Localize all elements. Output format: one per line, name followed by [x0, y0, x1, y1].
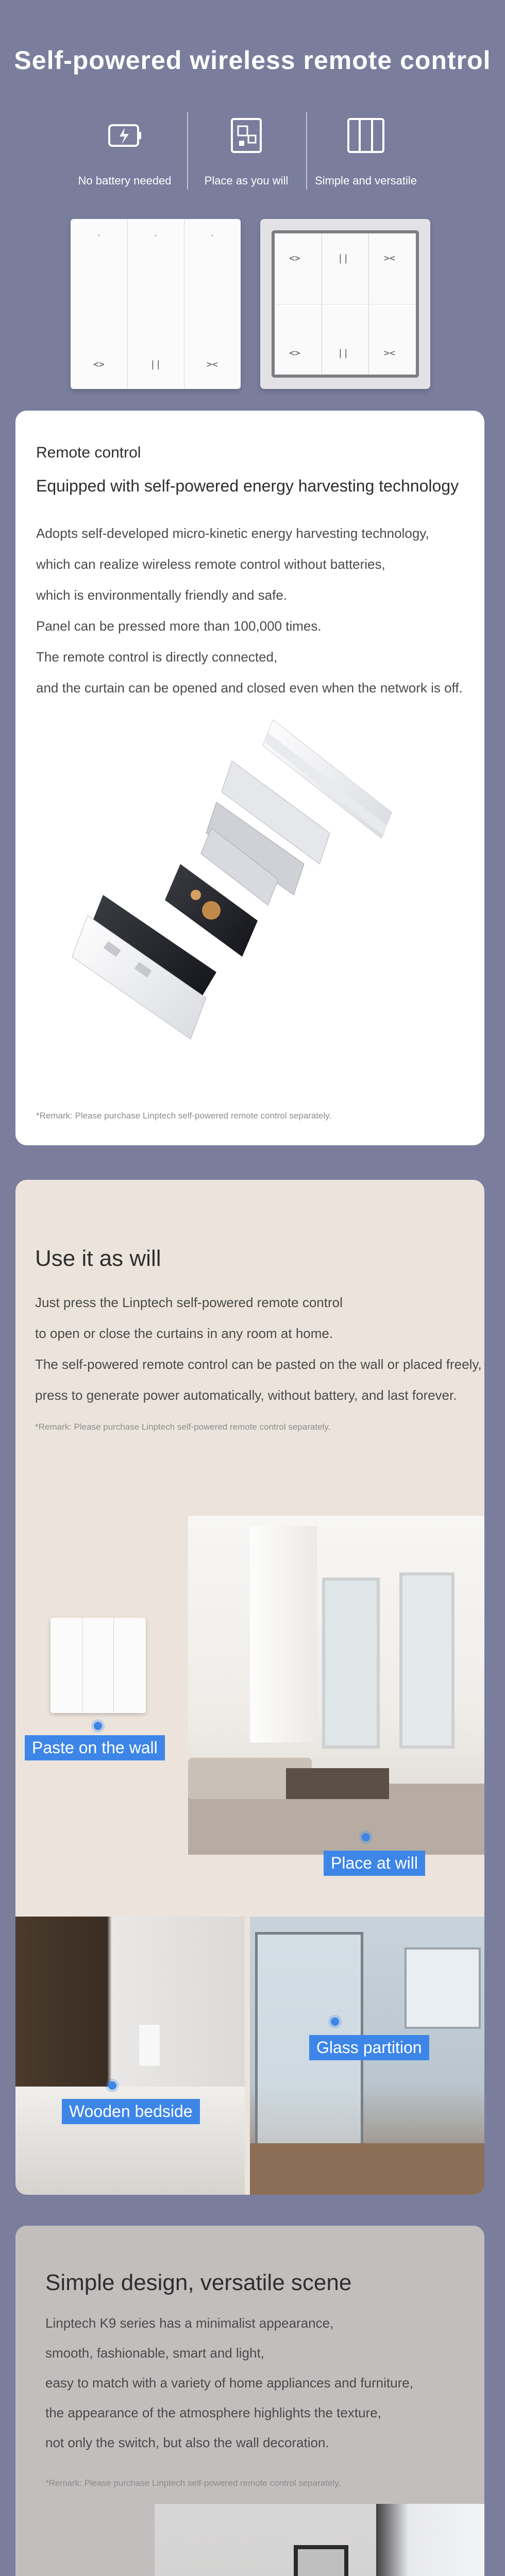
remark-note: *Remark: Please purchase Linptech self-powered remote control separately. — [36, 1111, 332, 1121]
paragraph: Linptech K9 series has a minimalist appearance, — [45, 2315, 334, 2331]
feature-place — [192, 113, 300, 188]
interior-scene-photo — [155, 2504, 484, 2576]
paragraph: The remote control is directly connected, — [36, 649, 278, 665]
paragraph: the appearance of the atmosphere highlights the texture, — [45, 2405, 381, 2420]
paragraph: not only the switch, but also the wall decoration. — [45, 2435, 329, 2450]
indicator-dot — [94, 1722, 102, 1730]
battery-icon — [103, 113, 147, 158]
remark-note: *Remark: Please purchase Linptech self-powered remote control separately. — [45, 2478, 341, 2488]
section-headline: Equipped with self-powered energy harvesting technology — [36, 477, 459, 495]
feature-no-battery — [71, 113, 179, 188]
paragraph: and the curtain can be opened and closed even when the network is off. — [36, 680, 463, 696]
tag-glass-partition: Glass partition — [309, 2035, 429, 2060]
paragraph: Adopts self-developed micro-kinetic energy harvesting technology, — [36, 526, 429, 541]
indicator-dot — [362, 1833, 370, 1841]
section-eyebrow: Remote control — [36, 444, 141, 461]
section-title: Use it as will — [35, 1246, 161, 1271]
tag-place-at-will: Place at will — [324, 1851, 425, 1876]
exploded-view-illustration — [62, 709, 453, 1080]
paragraph: to open or close the curtains in any room at home. — [35, 1326, 333, 1341]
card-use-as-will — [15, 1180, 484, 2195]
feature-label: Simple and versatile — [314, 174, 417, 187]
feature-simple — [312, 113, 420, 188]
paragraph: which is environmentally friendly and safe. — [36, 587, 288, 603]
switch-panel-white: <> || >< — [71, 219, 241, 389]
section-body — [35, 1287, 482, 1411]
tag-paste-on-wall: Paste on the wall — [25, 1735, 165, 1760]
three-gang-switch-icon — [344, 113, 388, 158]
paragraph: Panel can be pressed more than 100,000 times. — [36, 618, 322, 634]
card-remote-control — [15, 411, 484, 1145]
section-title: Simple design, versatile scene — [45, 2270, 352, 2295]
section-body — [45, 2308, 413, 2458]
paragraph: which can realize wireless remote control without batteries, — [36, 556, 385, 572]
remark-note: *Remark: Please purchase Linptech self-powered remote control separately. — [35, 1422, 331, 1432]
divider — [306, 112, 307, 190]
panel-placement-icon — [224, 113, 268, 158]
paragraph: easy to match with a variety of home appliances and furniture, — [45, 2375, 413, 2391]
card-simple-design — [15, 2226, 484, 2576]
switch-panel-framed: <> || >< <> || >< — [260, 219, 430, 389]
living-room-photo — [188, 1516, 484, 1855]
hero-title: Self-powered wireless remote control — [14, 46, 491, 75]
paragraph: press to generate power automatically, without battery, and last forever. — [35, 1387, 457, 1403]
section-body — [36, 518, 463, 703]
divider — [187, 112, 188, 190]
tag-wooden-bedside: Wooden bedside — [62, 2099, 200, 2124]
wall-switch-panel — [50, 1618, 146, 1713]
indicator-dot — [108, 2081, 116, 2090]
feature-label: No battery needed — [78, 174, 172, 187]
indicator-dot — [331, 2018, 339, 2026]
bedroom-photo — [15, 1917, 245, 2195]
paragraph: smooth, fashionable, smart and light, — [45, 2345, 264, 2361]
paragraph: Just press the Linptech self-powered remote control — [35, 1295, 343, 1310]
paragraph: The self-powered remote control can be pasted on the wall or placed freely, — [35, 1357, 482, 1372]
feature-label: Place as you will — [204, 174, 289, 187]
